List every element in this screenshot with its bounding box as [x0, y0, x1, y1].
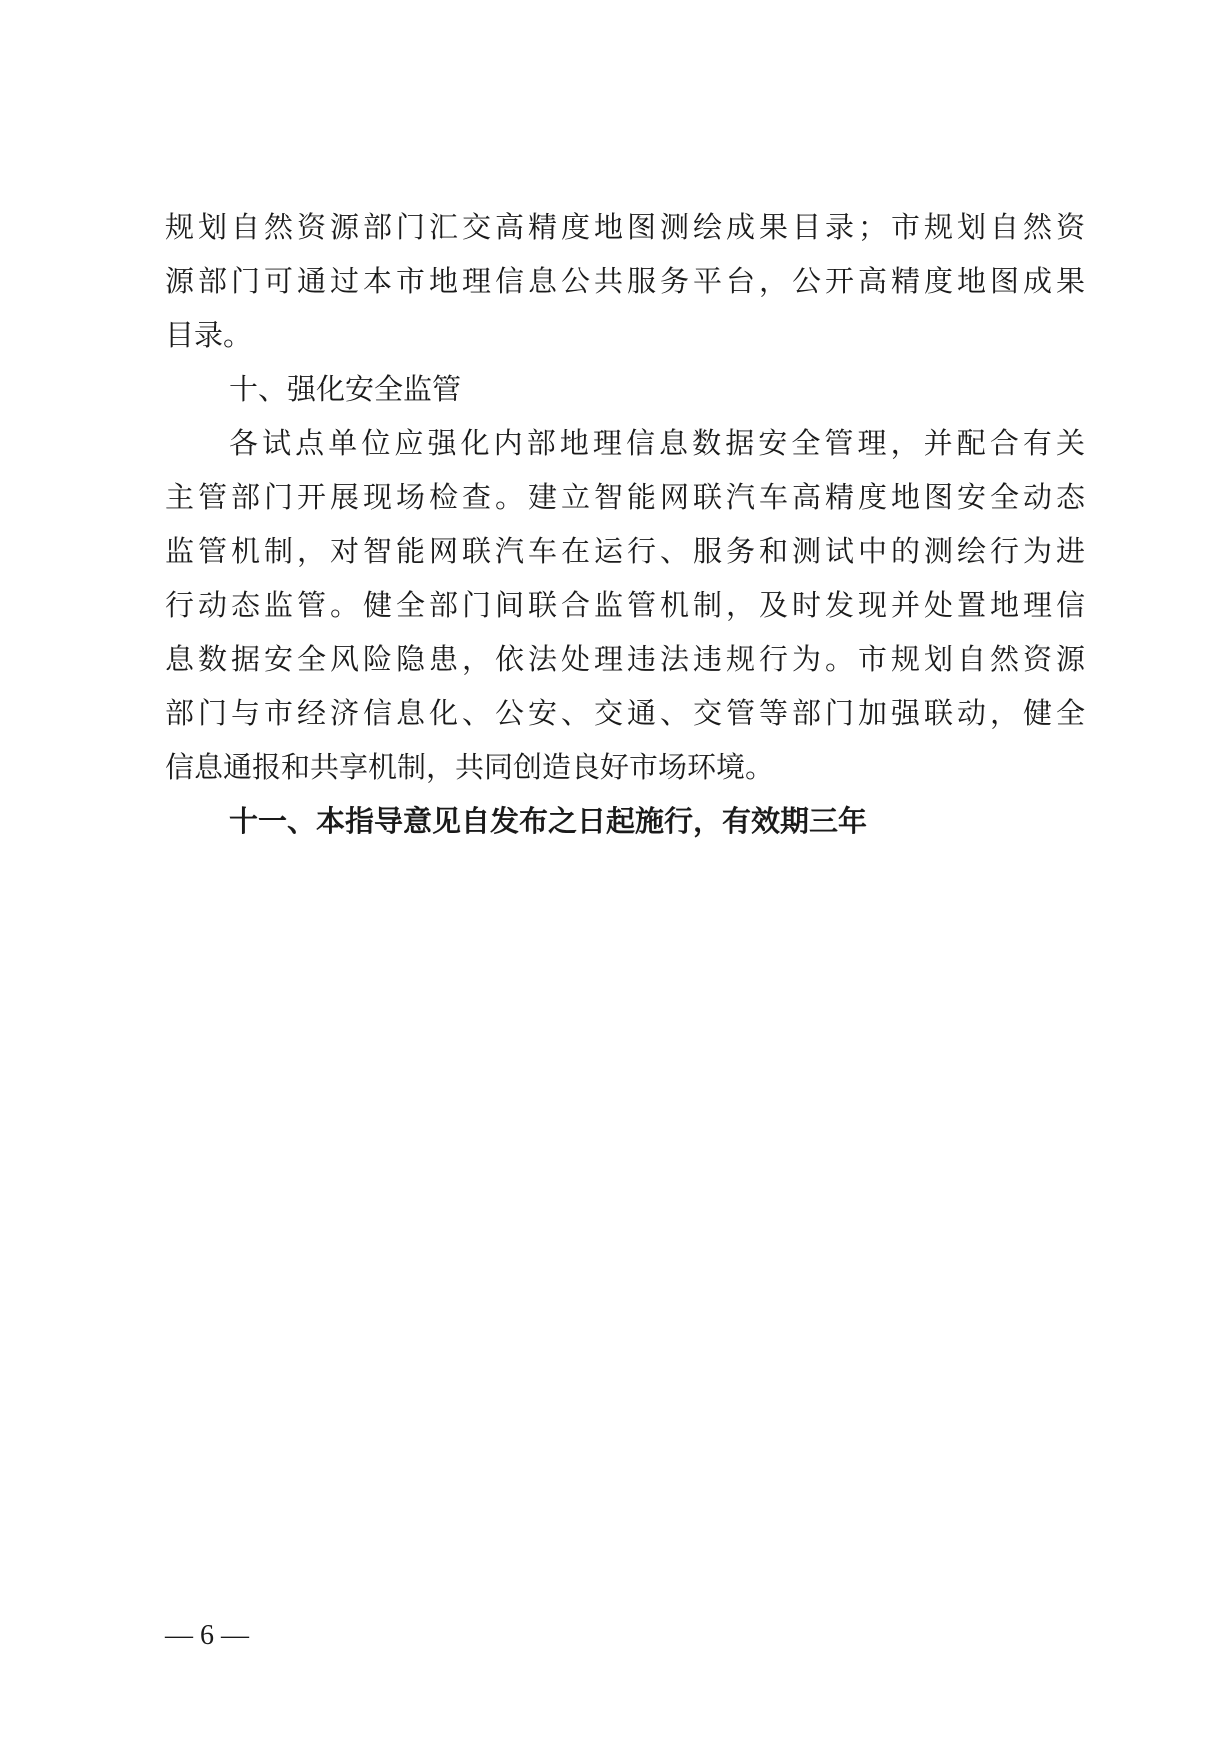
paragraph-line: 主管部门开展现场检查。建立智能网联汽车高精度地图安全动态 [165, 480, 1085, 514]
paragraph-line: 部门与市经济信息化、公安、交通、交管等部门加强联动，健全 [165, 696, 1085, 730]
section-heading-10: 十、强化安全监管 [229, 372, 462, 406]
section-heading-11: 十一、本指导意见自发布之日起施行，有效期三年 [229, 804, 868, 838]
paragraph-line: 源部门可通过本市地理信息公共服务平台，公开高精度地图成果 [165, 264, 1085, 298]
paragraph-line: 各试点单位应强化内部地理信息数据安全管理，并配合有关 [229, 426, 1085, 460]
paragraph-line: 目录。 [165, 318, 253, 352]
paragraph-line: 行动态监管。健全部门间联合监管机制，及时发现并处置地理信 [165, 588, 1085, 622]
paragraph-line: 信息通报和共享机制，共同创造良好市场环境。 [165, 750, 775, 784]
paragraph-line: 息数据安全风险隐患，依法处理违法违规行为。市规划自然资源 [165, 642, 1085, 676]
page-number: — 6 — [165, 1620, 249, 1651]
paragraph-line: 监管机制，对智能网联汽车在运行、服务和测试中的测绘行为进 [165, 534, 1085, 568]
paragraph-line: 规划自然资源部门汇交高精度地图测绘成果目录；市规划自然资 [165, 210, 1085, 244]
